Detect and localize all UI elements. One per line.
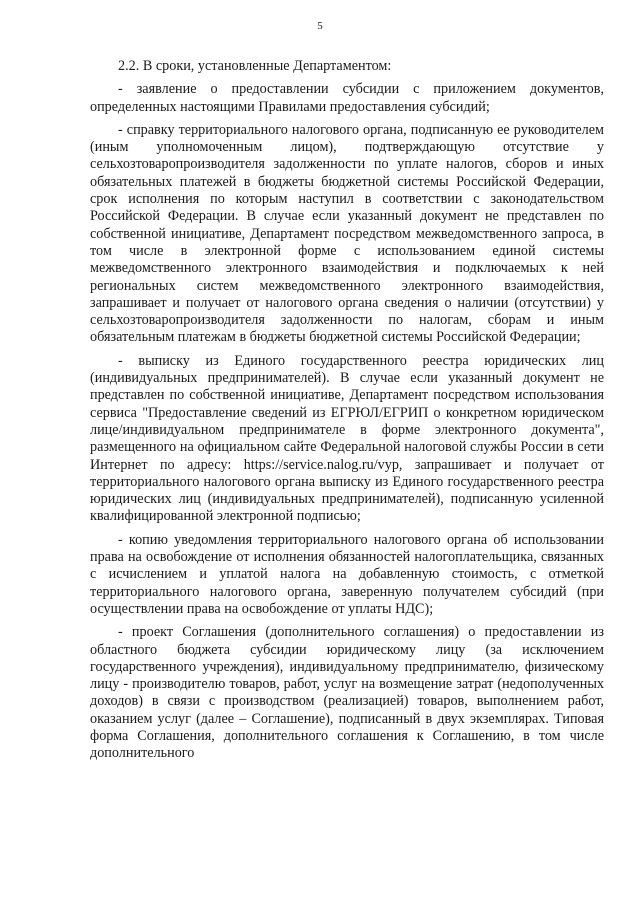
page-number: 5 [317, 20, 323, 32]
paragraph-registry-extract: - выписку из Единого государственного реестра юридических лиц (индивидуальных предпринимателей). В случае если указанный документ не представлен по собственной инициативе, Департамент посредством использования сервиса "Предоставление сведений из ЕГРЮЛ/ЕГРИП о конкретном юридическом лице/индивидуальном предпринимателе в форме электронного документа", размещенного на официальном сайте Федеральной налоговой службы России в сети Интернет по адресу: https://service.nalog.ru/vyp, запрашивает и получает от территориального налогового органа выписку из Единого государственного реестра юридических лиц (индивидуальных предпринимателей), подписанную усиленной квалифицированной электронной подписью; [90, 352, 604, 525]
paragraph-agreement-draft: - проект Соглашения (дополнительного соглашения) о предоставлении из областного бюджета субсидии юридическому лицу (за исключением государственного учреждения), индивидуальному предпринимателю, физическому лицу - производителю товаров, работ, услуг на возмещение затрат (недополученных доходов) в связи с производством (реализацией) товаров, выполнением работ, оказанием услуг (далее – Соглашение), подписанный в двух экземплярах. Типовая форма Соглашения, дополнительного соглашения к Соглашению, в том числе дополнительного [90, 624, 604, 762]
section-heading: 2.2. В сроки, установленные Департаментом: [118, 58, 392, 74]
paragraph-application: - заявление о предоставлении субсидии с приложением документов, определенных настоящими Правилами предоставления субсидий; [90, 81, 604, 115]
paragraph-vat-notice: - копию уведомления территориального налогового органа об использовании права на освобождение от исполнения обязанностей налогоплательщика, связанных с исчислением и уплатой налога на добавленную стоимость, с отметкой территориального налогового органа, заверенную получателем субсидий (при осуществлении права на освобождение от уплаты НДС); [90, 531, 604, 617]
document-body [90, 58, 604, 769]
paragraph-tax-certificate: - справку территориального налогового органа, подписанную ее руководителем (иным уполномоченным лицом), подтверждающую отсутствие у сельхозтоваропроизводителя задолженности по уплате налогов, сборов и иных обязательных платежей в бюджеты бюджетной системы Российской Федерации, срок исполнения по которым наступил в соответствии с законодательством Российской Федерации. В случае если указанный документ не представлен по собственной инициативе, Департамент посредством межведомственного запроса, в том числе в электронной форме с использованием единой системы межведомственного электронного взаимодействия и подключаемых к ней региональных систем межведомственного электронного взаимодействия, запрашивает и получает от налогового органа сведения о наличии (отсутствии) у сельхозтоваропроизводителя задолженности по налогам, сборам и иным обязательным платежам в бюджеты бюджетной системы Российской Федерации; [90, 121, 604, 346]
